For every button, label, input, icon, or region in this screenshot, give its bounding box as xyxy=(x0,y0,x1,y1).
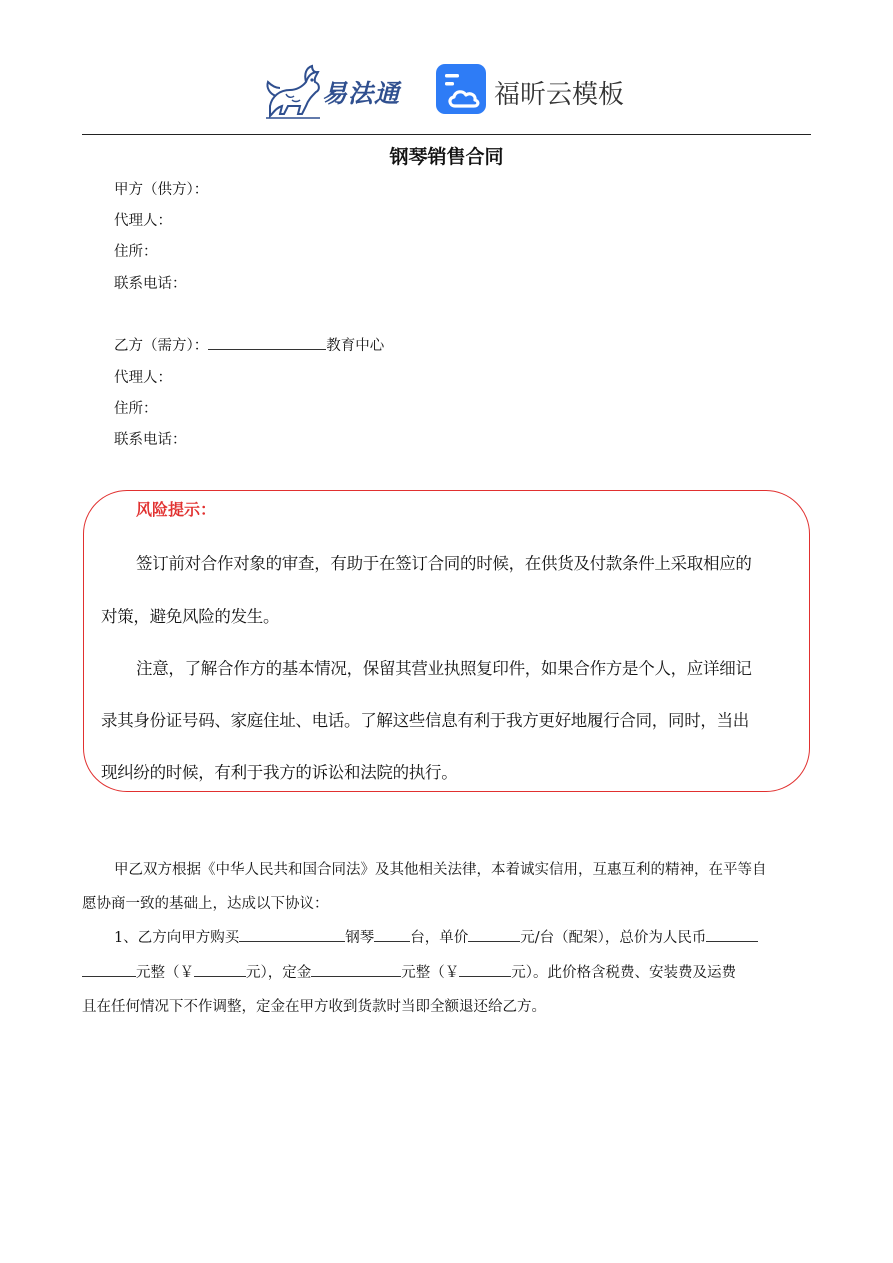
party-b-agent: 代理人： xyxy=(114,370,172,386)
clause-1-line-3: 且在任何情况下不作调整，定金在甲方收到货款时当即全额退还给乙方。 xyxy=(82,999,546,1015)
cloud-document-icon xyxy=(436,64,486,114)
yifatong-logo xyxy=(262,60,412,120)
clause-text: 1、乙方向甲方购买 xyxy=(114,930,240,946)
party-b-line xyxy=(114,334,384,355)
risk-notice-line: 签订前对合作对象的审查，有助于在签订合同的时候，在供货及付款条件上采取相应的 xyxy=(136,554,752,573)
qilin-mascot-icon xyxy=(262,60,324,120)
party-a-phone: 联系电话： xyxy=(114,276,187,292)
clause-text: 元）。此价格含税费、安装费及运费 xyxy=(511,965,736,981)
party-a-address: 住所： xyxy=(114,244,158,260)
header-divider xyxy=(82,134,811,135)
party-b-address: 住所： xyxy=(114,401,158,417)
risk-notice-box xyxy=(83,490,810,792)
clause-text: 钢琴 xyxy=(345,930,375,946)
intro-line: 甲乙双方根据《中华人民共和国合同法》及其他相关法律，本着诚实信用，互惠互利的精神，在平等自 xyxy=(114,862,767,878)
risk-notice-line: 录其身份证号码、家庭住址、电话。了解这些信息有利于我方更好地履行合同，同时，当出 xyxy=(101,711,750,730)
clause-text: 元/台（配架），总价为人民币 xyxy=(520,930,707,946)
party-a-label: 甲方（供方）： xyxy=(114,182,209,198)
document-title: 钢琴销售合同 xyxy=(389,146,504,168)
party-b-name-blank[interactable] xyxy=(208,335,326,350)
clause-text: 元），定金 xyxy=(246,965,312,981)
yifatong-brand-text: 易法通 xyxy=(322,79,401,108)
clause-1-line-1 xyxy=(114,926,758,947)
quantity-blank[interactable] xyxy=(374,927,410,942)
total-price-number-blank[interactable] xyxy=(194,962,246,977)
total-price-words-blank-b[interactable] xyxy=(82,962,136,977)
clause-text: 台，单价 xyxy=(410,930,469,946)
total-price-words-blank-a[interactable] xyxy=(706,927,758,942)
risk-notice-line: 现纠纷的时候，有利于我方的诉讼和法院的执行。 xyxy=(101,763,458,782)
clause-text: 元整（￥ xyxy=(136,965,194,981)
unit-price-blank[interactable] xyxy=(468,927,520,942)
header-logos xyxy=(262,60,642,122)
risk-notice-title: 风险提示： xyxy=(136,500,217,519)
piano-brand-blank[interactable] xyxy=(239,927,345,942)
deposit-words-blank[interactable] xyxy=(311,962,401,977)
foxit-brand-text: 福昕云模板 xyxy=(494,80,625,110)
clause-1-line-2 xyxy=(82,961,736,982)
risk-notice-line: 注意，了解合作方的基本情况，保留其营业执照复印件，如果合作方是个人，应详细记 xyxy=(136,659,752,678)
party-a-agent: 代理人： xyxy=(114,213,172,229)
foxit-template-logo xyxy=(436,64,646,116)
clause-text: 元整（￥ xyxy=(401,965,460,981)
intro-line: 愿协商一致的基础上，达成以下协议： xyxy=(82,896,329,912)
party-b-suffix: 教育中心 xyxy=(326,338,385,354)
party-b-label: 乙方（需方）： xyxy=(114,338,209,354)
party-b-phone: 联系电话： xyxy=(114,432,187,448)
risk-notice-line: 对策，避免风险的发生。 xyxy=(101,607,280,626)
deposit-number-blank[interactable] xyxy=(459,962,511,977)
